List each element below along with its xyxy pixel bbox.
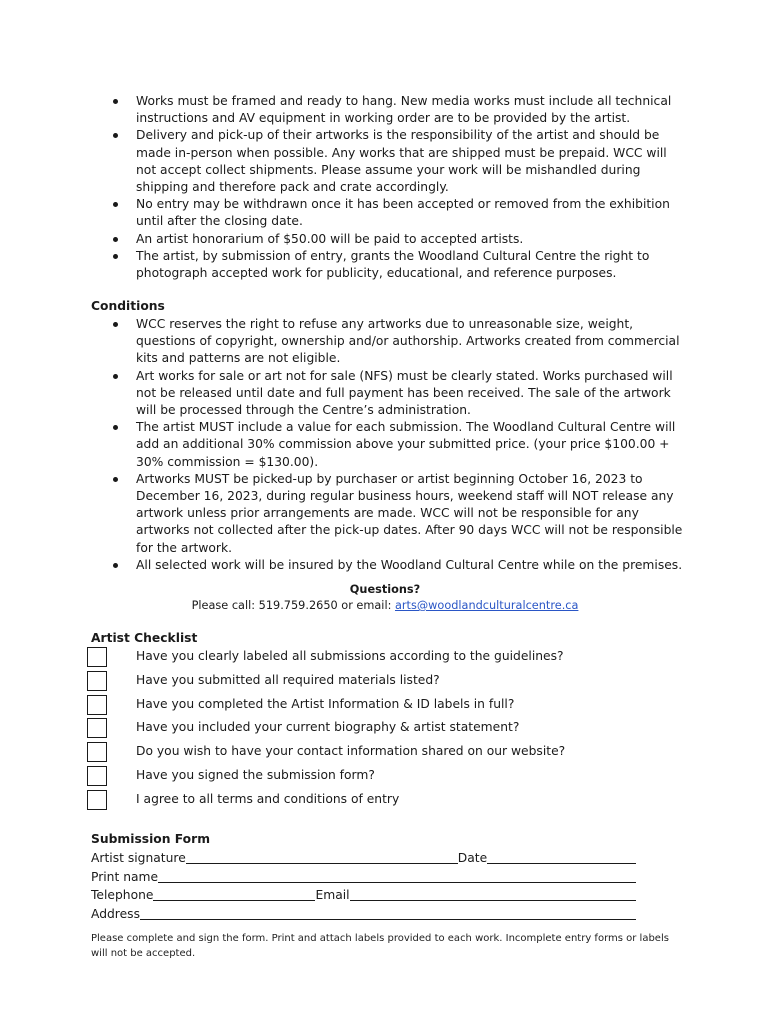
print-name-field[interactable] — [158, 869, 636, 883]
questions-title: Questions? — [349, 583, 421, 596]
print-name-label: Print name — [91, 869, 159, 884]
artist-signature-field[interactable] — [186, 850, 458, 864]
contact-line — [0, 598, 770, 614]
checklist-item-label: Do you wish to have your contact information shared on our website? — [136, 744, 566, 759]
email-link[interactable]: arts@woodlandculturalcentre.ca — [394, 599, 579, 612]
checklist-item-label: Have you completed the Artist Information & ID labels in full? — [136, 696, 515, 711]
conditions-list — [110, 316, 685, 574]
signature-row — [91, 849, 636, 868]
list-item: All selected work will be insured by the Woodland Cultural Centre while on the premises. — [110, 557, 685, 574]
form-heading-text: Submission Form — [91, 832, 211, 847]
guidelines-list — [110, 93, 685, 282]
address-row — [91, 904, 636, 923]
list-item: Artworks MUST be picked-up by purchaser or artist beginning October 16, 2023 to December 16, 2023, during regular business hours, weekend staff will NOT release any artwork unless prior arrangements are made. WCC will not be responsible for any artworks not collected after the pick-up dates. After 90 days WCC will not be responsible for the artwork. — [110, 471, 685, 557]
email-field[interactable] — [350, 887, 636, 901]
telephone-field[interactable] — [153, 887, 315, 901]
checklist-heading: Artist Checklist — [91, 631, 198, 645]
list-item: An artist honorarium of $50.00 will be paid to accepted artists. — [110, 231, 685, 248]
list-item: Art works for sale or art not for sale (NFS) must be clearly stated. Works purchased will not be released until date and full payment has been received. The sale of the artwork will be processed through the Centre’s administration. — [110, 368, 685, 420]
address-field[interactable] — [140, 906, 636, 920]
checklist-item-label: I agree to all terms and conditions of entry — [136, 791, 400, 806]
list-item: The artist, by submission of entry, grants the Woodland Cultural Centre the right to photograph accepted work for publicity, educational, and reference purposes. — [110, 248, 685, 282]
checkbox[interactable] — [87, 742, 107, 762]
submission-form-heading — [91, 830, 636, 849]
contact-row — [91, 886, 636, 905]
print-name-row — [91, 867, 636, 886]
checklist-item-label: Have you included your current biography & artist statement? — [136, 720, 520, 735]
email-label: Email — [315, 888, 350, 903]
contact-text: Please call: 519.759.2650 or email: — [191, 599, 395, 612]
footnote: Please complete and sign the form. Print and attach labels provided to each work. Incomplete entry forms or labels will not be accepted. — [91, 933, 669, 959]
conditions-heading: Conditions — [91, 299, 165, 313]
date-field[interactable] — [487, 850, 636, 864]
list-item: Delivery and pick-up of their artworks is the responsibility of the artist and should be made in-person when possible. Any works that are shipped must be prepaid. WCC will not accept collect shipments. Please assume your work will be mishandled during shipping and therefore pack and crate accordingly. — [110, 127, 685, 196]
checkbox[interactable] — [87, 790, 107, 810]
questions-block — [0, 582, 770, 614]
checkbox[interactable] — [87, 647, 107, 667]
checkbox[interactable] — [87, 671, 107, 691]
checklist-item-label: Have you signed the submission form? — [136, 767, 375, 782]
checklist-item-label: Have you clearly labeled all submissions according to the guidelines? — [136, 649, 564, 663]
checkbox[interactable] — [87, 766, 107, 786]
date-label: Date — [457, 850, 488, 865]
list-item: The artist MUST include a value for each submission. The Woodland Cultural Centre will add an additional 30% commission above your submitted price. (your price $100.00 + 30% commission = $130.00). — [110, 419, 685, 471]
list-item: Works must be framed and ready to hang. New media works must include all technical instructions and AV equipment in working order are to be provided by the artist. — [110, 93, 685, 127]
artist-signature-label: Artist signature — [91, 850, 186, 865]
checkbox[interactable] — [87, 695, 107, 715]
telephone-label: Telephone — [91, 888, 154, 903]
checklist-item-label: Have you submitted all required materials listed? — [136, 672, 440, 687]
list-item: No entry may be withdrawn once it has been accepted or removed from the exhibition until after the closing date. — [110, 196, 685, 230]
address-label: Address — [91, 906, 140, 921]
submission-form — [91, 830, 636, 923]
checkbox[interactable] — [87, 718, 107, 738]
list-item: WCC reserves the right to refuse any artworks due to unreasonable size, weight, questions of copyright, ownership and/or authorship. Artworks created from commercial kits and patterns are not eligible. — [110, 316, 685, 368]
